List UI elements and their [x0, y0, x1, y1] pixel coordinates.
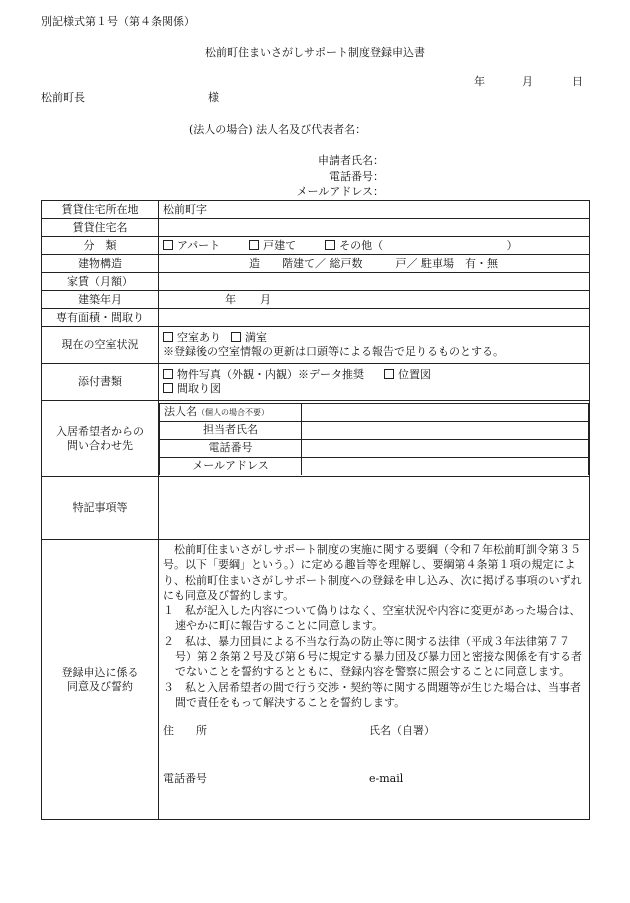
row-address [42, 201, 590, 219]
attach-floor-plan: 間取り図 [177, 382, 221, 395]
contact-corp-text: 法人名 [164, 404, 197, 418]
date-year: 年 [474, 75, 485, 88]
checkbox-floor-plan[interactable] [163, 383, 173, 393]
name-field[interactable] [159, 219, 590, 237]
type-house: 戸建て [263, 238, 297, 252]
row-consent [42, 540, 590, 820]
address-label: 賃貸住宅所在地 [42, 201, 159, 219]
row-area [42, 309, 590, 327]
type-label: 分 類 [42, 237, 159, 255]
consent-label-line2: 同意及び誓約 [67, 679, 133, 693]
consent-intro: 松前町住まいさがしサポート制度の実施に関する要綱（令和７年松前町訓令第３５号。以下「要綱」という。）に定める趣旨等を理解し、要綱第４条第１項の規定により、松前町住まいさがしサポート制度への登録を申し込み、次に掲げる事項のいずれにも同意及び誓約します。 [163, 543, 582, 602]
built-field[interactable] [159, 291, 590, 309]
consent-label-line1: 登録申込に係る [61, 665, 139, 679]
row-type [42, 237, 590, 255]
checkbox-photo[interactable] [163, 369, 173, 379]
consent-item-3: ３ 私と入居希望者の間で行う交渉・契約等に関する問題等が生じた場合は、当事者間で責任をもって解決することを誓約します。 [163, 680, 581, 709]
address-field[interactable]: 松前町字 [159, 201, 590, 219]
row-rent [42, 273, 590, 291]
contact-email-label: メールアドレス [160, 457, 302, 475]
sign-address-label: 住 所 [163, 724, 207, 738]
type-other: その他（ [339, 238, 384, 252]
row-built [42, 291, 590, 309]
rent-field[interactable] [159, 273, 590, 291]
attach-label: 添付書類 [42, 364, 159, 401]
vacancy-vacant: 空室あり [177, 331, 221, 344]
contact-label [42, 401, 159, 477]
attach-photo: 物件写真（外観・内観）※データ推奨 [177, 368, 364, 381]
checkbox-other[interactable] [325, 240, 335, 250]
notes-label: 特記事項等 [42, 477, 159, 540]
applicant-label: 申請者氏名： [318, 154, 384, 167]
contact-corp-label [160, 403, 302, 421]
consent-item-1: １ 私が記入した内容について偽りはなく、空室状況や内容に変更があった場合は、速やかに町に報告することに同意します。 [163, 604, 581, 633]
notes-field[interactable] [159, 477, 590, 540]
sign-phone-label: 電話番号 [163, 772, 207, 786]
structure-label: 建物構造 [42, 255, 159, 273]
checkbox-house[interactable] [249, 240, 259, 250]
checkbox-vacant[interactable] [163, 332, 173, 342]
type-close: ） [506, 238, 518, 252]
type-apartment: アパート [177, 238, 221, 252]
corp-label: (法人の場合) 法人名及び代表者名： [189, 123, 367, 136]
registration-form-table [41, 200, 590, 820]
contact-email-field[interactable] [302, 457, 589, 475]
sign-name-label: 氏名（自署） [369, 724, 435, 738]
contact-person-label: 担当者氏名 [160, 421, 302, 439]
area-field[interactable] [159, 309, 590, 327]
checkbox-location-map[interactable] [384, 369, 394, 379]
checkbox-full[interactable] [231, 332, 241, 342]
addressee: 松前町長 [41, 91, 85, 104]
vacancy-full: 満室 [245, 331, 267, 344]
honorific: 様 [208, 91, 219, 104]
row-contact [42, 401, 590, 477]
date-day: 日 [572, 75, 583, 88]
attach-field [159, 364, 590, 401]
structure-field[interactable] [159, 255, 590, 273]
vacancy-label: 現在の空室状況 [42, 327, 159, 364]
sign-email-label: e-mail [369, 772, 404, 786]
phone-label: 電話番号： [329, 170, 384, 183]
attach-location-map: 位置図 [398, 368, 431, 381]
form-title: 松前町住まいさがしサポート制度登録申込書 [205, 46, 425, 59]
contact-label-line1: 入居希望者からの [56, 424, 144, 438]
structure-value: 造 階建て／ 総戸数 戸／ 駐車場 有・無 [249, 256, 498, 270]
form-number: 別記様式第１号（第４条関係） [41, 15, 195, 28]
row-attach [42, 364, 590, 401]
vacancy-field [159, 327, 590, 364]
contact-corp-field[interactable] [302, 403, 589, 421]
built-year: 年 [225, 292, 236, 306]
area-label: 専有面積・間取り [42, 309, 159, 327]
built-label: 建築年月 [42, 291, 159, 309]
contact-subtable [159, 403, 589, 475]
consent-item-2: ２ 私は、暴力団員による不当な行為の防止等に関する法律（平成３年法律第７７号）第２条第２号及び第６号に規定する暴力団及び暴力団と密接な関係を有する者でないことを誓約するとともに、登録内容を警察に照会することに同意します。 [163, 634, 582, 679]
contact-person-field[interactable] [302, 421, 589, 439]
row-name [42, 219, 590, 237]
row-structure [42, 255, 590, 273]
name-label: 賃貸住宅名 [42, 219, 159, 237]
email-label: メールアドレス： [296, 185, 384, 198]
contact-phone-label: 電話番号 [160, 439, 302, 457]
row-notes [42, 477, 590, 540]
consent-label [42, 540, 159, 820]
rent-label: 家賃（月額） [42, 273, 159, 291]
contact-label-line2: 問い合わせ先 [67, 438, 133, 452]
date-month: 月 [522, 75, 533, 88]
contact-corp-note: （個人の場合不要） [197, 407, 269, 417]
built-month: 月 [260, 292, 271, 306]
type-field [159, 237, 590, 255]
checkbox-apartment[interactable] [163, 240, 173, 250]
consent-content [159, 540, 590, 820]
row-vacancy [42, 327, 590, 364]
contact-subtable-cell [159, 401, 590, 477]
vacancy-note: ※登録後の空室情報の更新は口頭等による報告で足りるものとする。 [163, 345, 504, 358]
contact-phone-field[interactable] [302, 439, 589, 457]
